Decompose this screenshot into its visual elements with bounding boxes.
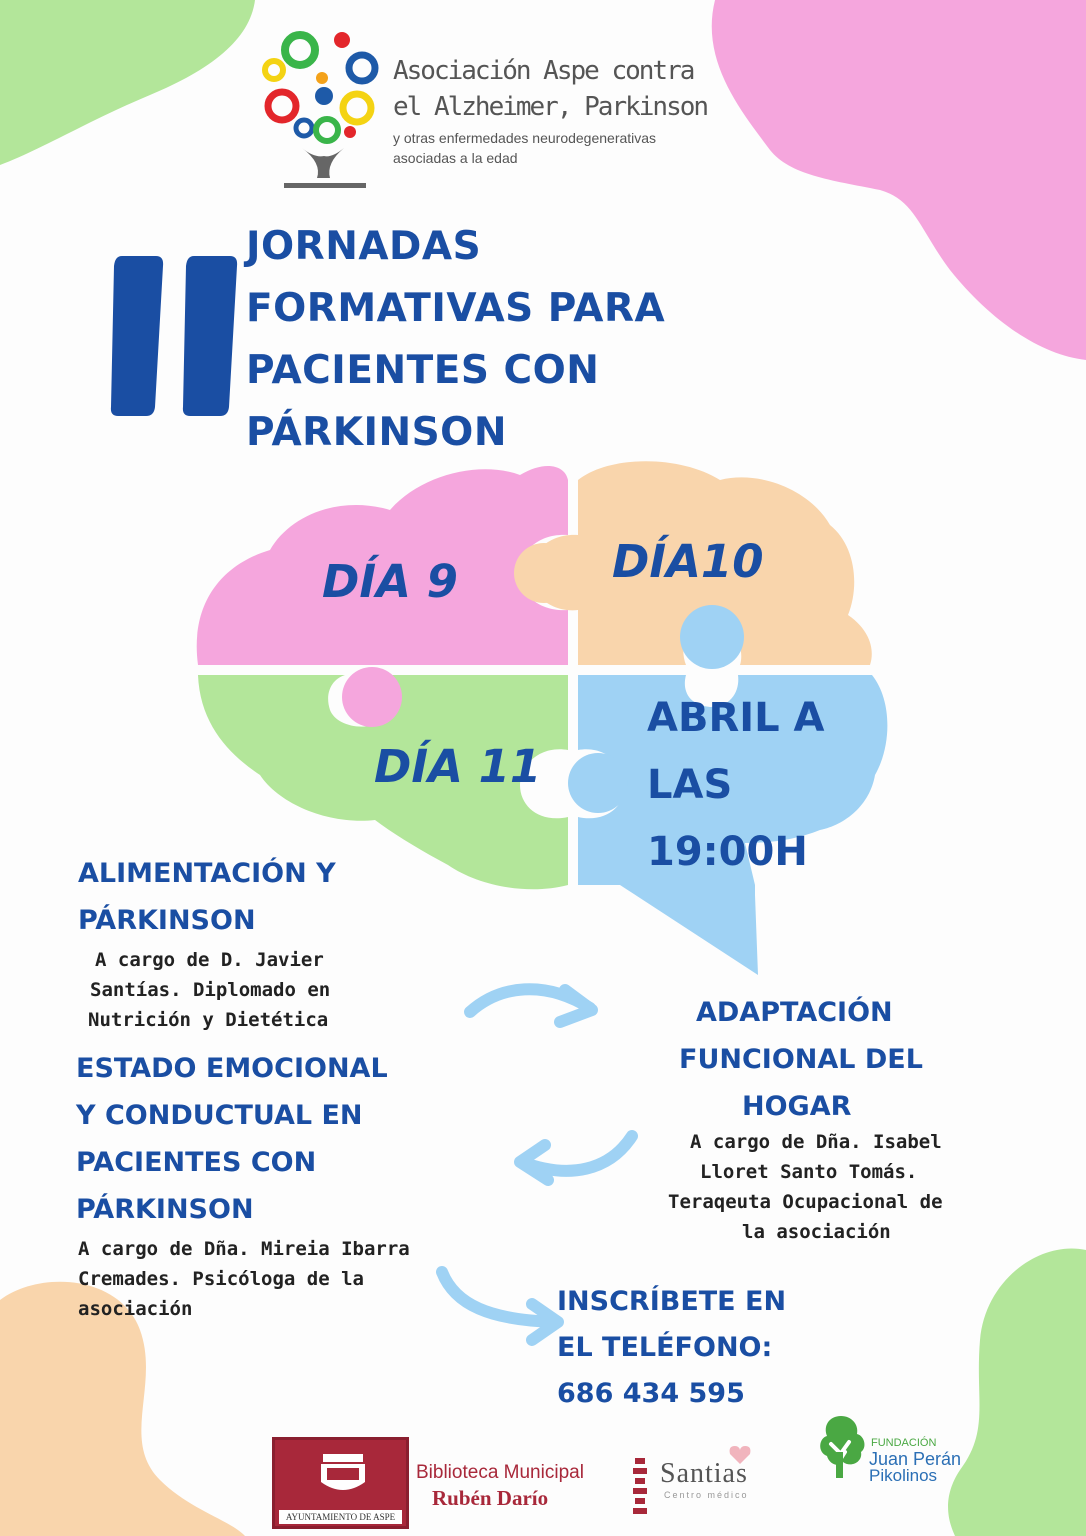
- topic-1-speaker-line-3: Nutrición y Dietética: [88, 1009, 329, 1031]
- topic-3-title-line-3: PACIENTES CON: [76, 1147, 317, 1178]
- topic-2-title-line-3: HOGAR: [742, 1091, 852, 1122]
- topic-2-title-line-2: FUNCIONAL DEL: [679, 1044, 923, 1075]
- topic-1-title-line-1: ALIMENTACIÓN Y: [78, 858, 336, 889]
- santias-name: Santias: [660, 1458, 748, 1489]
- fundacion-name-line2: Pikolinos: [869, 1466, 938, 1485]
- biblioteca-name-line2: Rubén Darío: [432, 1486, 549, 1510]
- topic-3-title-line-1: ESTADO EMOCIONAL: [76, 1053, 388, 1084]
- date-day-9: DÍA 9: [322, 555, 458, 608]
- topic-2-speaker-line-1: A cargo de Dña. Isabel: [690, 1131, 942, 1153]
- topic-3-title-line-4: PÁRKINSON: [76, 1194, 254, 1225]
- month-line-2: LAS: [647, 762, 733, 808]
- topic-1-speaker-line-2: Santías. Diplomado en: [90, 979, 331, 1001]
- topic-2-title-line-1: ADAPTACIÓN: [696, 997, 893, 1028]
- title-line-2: FORMATIVAS PARA: [246, 286, 666, 331]
- title-line-4: PÁRKINSON: [246, 410, 507, 455]
- fundacion-name-line1: Juan Perán: [869, 1449, 962, 1469]
- topic-2-speaker-line-3: Teraqeuta Ocupacional de: [668, 1191, 943, 1213]
- signup-phone[interactable]: 686 434 595: [557, 1378, 745, 1409]
- date-day-10: DÍA10: [612, 535, 764, 588]
- association-name-line3: y otras enfermedades neurodegenerativas: [393, 130, 657, 146]
- topic-3-speaker-line-1: A cargo de Dña. Mireia Ibarra: [78, 1238, 410, 1260]
- topic-2-speaker-line-4: la asociación: [742, 1221, 891, 1243]
- topic-1-speaker-line-1: A cargo de D. Javier: [95, 949, 324, 971]
- santias-subtitle: Centro médico: [664, 1490, 749, 1500]
- signup-line-2: EL TELÉFONO:: [557, 1332, 773, 1363]
- association-tree-logo: [262, 28, 382, 193]
- topic-3-speaker-line-2: Cremades. Psicóloga de la: [78, 1268, 364, 1290]
- association-name-line1: Asociación Aspe contra: [393, 56, 694, 86]
- topic-1-title-line-2: PÁRKINSON: [78, 905, 256, 936]
- title-line-3: PACIENTES CON: [246, 348, 600, 393]
- fundacion-tree-icon: [815, 1412, 867, 1480]
- topic-3-speaker-line-3: asociación: [78, 1298, 193, 1320]
- month-line-3: 19:00H: [647, 829, 808, 875]
- ayuntamiento-logo: [272, 1437, 409, 1529]
- roman-numeral-two: [110, 252, 240, 422]
- fundacion-label: FUNDACIÓN: [871, 1437, 937, 1449]
- topic-2-speaker-line-2: Lloret Santo Tomás.: [700, 1161, 918, 1183]
- santias-stripe-icon: [630, 1458, 650, 1514]
- date-day-11: DÍA 11: [374, 740, 542, 793]
- association-name-line2: el Alzheimer, Parkinson: [393, 92, 708, 122]
- title-line-1: JORNADAS: [246, 224, 482, 269]
- topic-3-title-line-2: Y CONDUCTUAL EN: [76, 1100, 363, 1131]
- signup-line-1: INSCRÍBETE EN: [557, 1286, 787, 1317]
- coat-of-arms-icon: [313, 1448, 373, 1498]
- month-line-1: ABRIL A: [647, 695, 825, 741]
- biblioteca-name-line1: Biblioteca Municipal: [416, 1462, 584, 1483]
- ayuntamiento-label: AYUNTAMIENTO DE ASPE: [279, 1510, 402, 1524]
- association-name-line4: asociadas a la edad: [393, 150, 518, 166]
